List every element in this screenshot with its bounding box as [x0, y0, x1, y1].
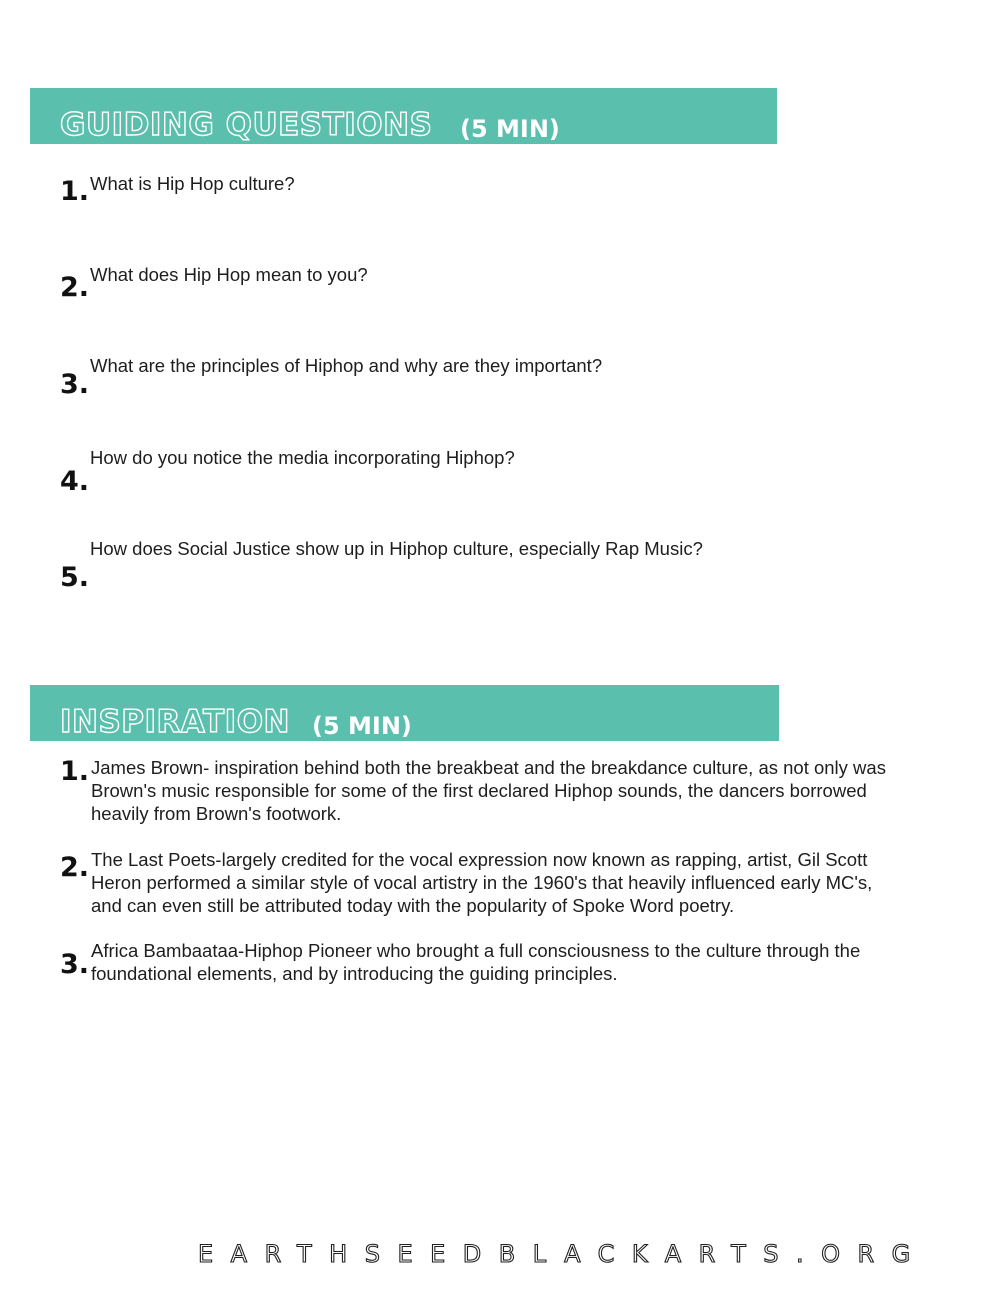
guiding-questions-banner: [30, 88, 777, 144]
inspiration-number: 2.: [60, 852, 90, 883]
question-text: How do you notice the media incorporating Hiphop?: [90, 447, 515, 468]
inspiration-text: Africa Bambaataa-Hiphop Pioneer who brought a full consciousness to the culture through the foundational elements, and by introducing the guiding principles.: [91, 940, 861, 984]
guiding-questions-title: GUIDING QUESTIONS: [60, 107, 433, 143]
inspiration-text: The Last Poets-largely credited for the vocal expression now known as rapping, artist, Gil Scott Heron performed a similar style of vocal artistry in the 1960's that heavily influenced early MC's, and can even still be attributed today with the popularity of Spoke Word poetry.: [91, 849, 873, 916]
inspiration-banner: [30, 685, 779, 741]
inspiration-text: James Brown- inspiration behind both the breakbeat and the breakdance culture, as not only was Brown's music responsible for some of the first declared Hiphop sounds, the dancers borrowed heavily from Brown's footwork.: [91, 757, 886, 824]
inspiration-item: [60, 939, 940, 985]
question-text: How does Social Justice show up in Hiphop culture, especially Rap Music?: [90, 538, 703, 559]
guiding-questions-time: (5 MIN): [460, 115, 560, 143]
question-text: What does Hip Hop mean to you?: [90, 264, 368, 285]
question-number: 1.: [60, 176, 90, 207]
inspiration-number: 3.: [60, 949, 90, 980]
inspiration-title: INSPIRATION: [60, 704, 290, 740]
question-text: What are the principles of Hiphop and why are they important?: [90, 355, 603, 376]
question-number: 2.: [60, 272, 90, 303]
question-number: 4.: [60, 466, 90, 497]
question-number: 3.: [60, 369, 90, 400]
question-number: 5.: [60, 562, 90, 593]
question-text: What is Hip Hop culture?: [90, 173, 295, 194]
footer-website: EARTHSEEDBLACKARTS.ORG: [198, 1240, 928, 1268]
inspiration-item: [60, 848, 940, 917]
inspiration-item: [60, 756, 940, 825]
inspiration-time: (5 MIN): [312, 712, 412, 740]
inspiration-number: 1.: [60, 756, 90, 787]
